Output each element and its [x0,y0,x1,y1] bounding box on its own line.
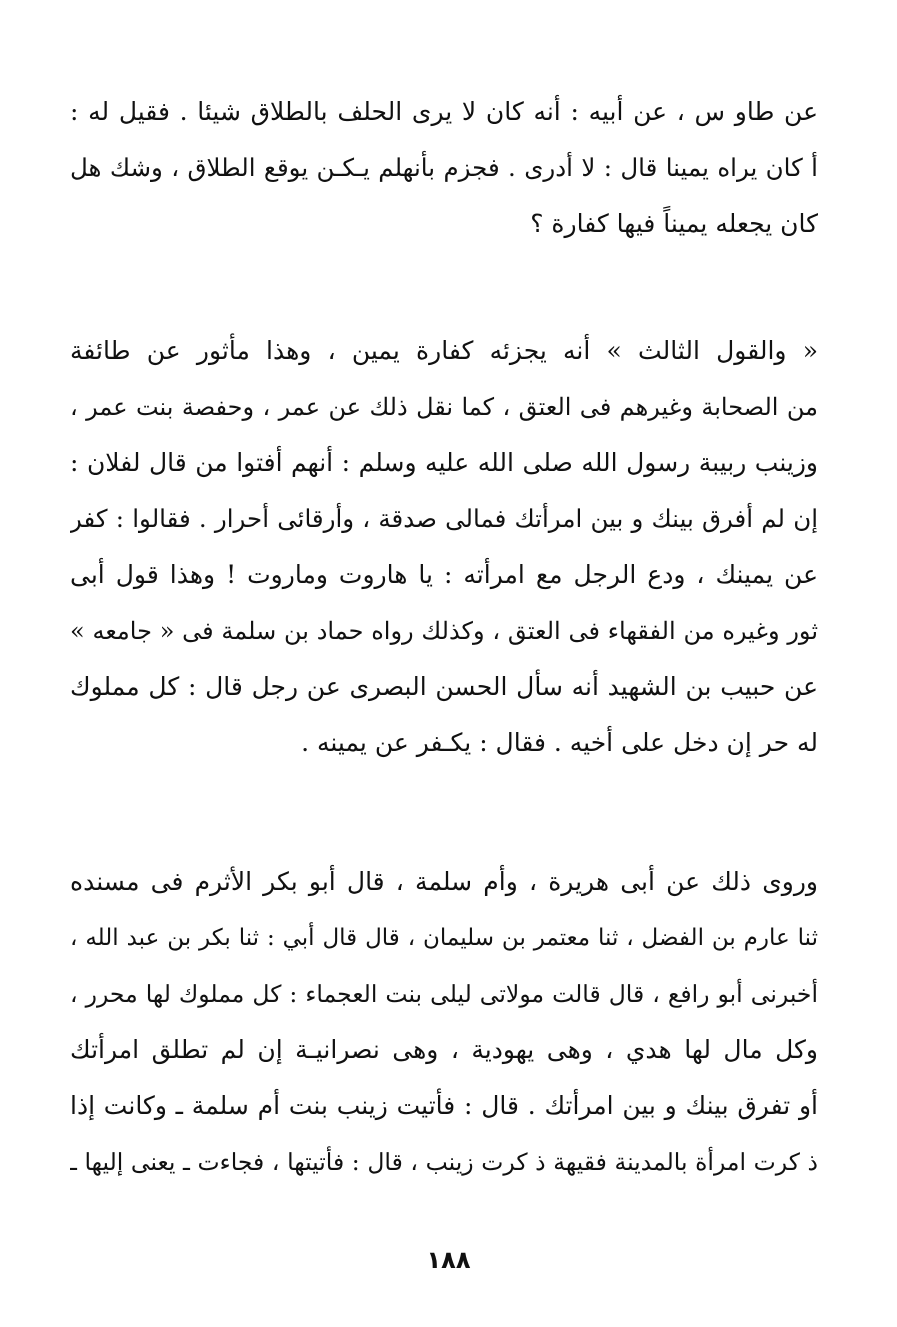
text-line: عن طاو س ، عن أبيه : أنه كان لا يرى الحلف بالطلاق شيئا . فقيل له : [70,97,818,126]
paragraph-2 [70,323,818,771]
text-line: ذ كرت امرأة بالمدينة فقيهة ذ كرت زينب ، قال : فأتيتها ، فجاءت ـ يعنى إليها ـ [70,1148,818,1176]
text-line: « والقول الثالث » أنه يجزئه كفارة يمين ، وهذا مأثور عن طائفة [70,336,818,365]
text-line: إن لم أفرق بينك و بين امرأتك فمالى صدقة ، وأرقائى أحرار . فقالوا : كفر [70,504,818,533]
paragraph-3 [70,854,818,1190]
text-line: ثنا عارم بن الفضل ، ثنا معتمر بن سليمان ، قال قال أبي : ثنا بكر بن عبد الله ، [70,925,818,951]
paragraph-1 [70,84,818,252]
text-line: وكل مال لها هدي ، وهى يهودية ، وهى نصرانيـة إن لم تطلق امرأتك [70,1035,818,1064]
text-line: وزينب ربيبة رسول الله صلى الله عليه وسلم : أنهم أفتوا من قال لفلان : [70,448,818,477]
text-line: ثور وغيره من الفقهاء فى العتق ، وكذلك رواه حماد بن سلمة فى « جامعه » [70,617,818,645]
text-line: أ كان يراه يمينا قال : لا أدرى . فجزم بأنهلم يـكـن يوقع الطلاق ، وشك هل [70,153,818,182]
text-line: من الصحابة وغيرهم فى العتق ، كما نقل ذلك عن عمر ، وحفصة بنت عمر ، [70,393,818,421]
text-line: عن حبيب بن الشهيد أنه سأل الحسن البصرى عن رجل قال : كل مملوك [70,672,818,701]
text-line: وروى ذلك عن أبى هريرة ، وأم سلمة ، قال أبو بكر الأثرم فى مسنده [70,867,818,896]
page-number: ١٨٨ [426,1246,471,1274]
text-line: أخبرنى أبو رافع ، قال قالت مولاتى ليلى بنت العجماء : كل مملوك لها محرر ، [70,980,818,1008]
text-line: كان يجعله يميناً فيها كفارة ؟ [530,209,818,238]
text-line: له حر إن دخل على أخيه . فقال : يكـفر عن يمينه . [301,728,818,757]
text-line: عن يمينك ، ودع الرجل مع امرأته : يا هاروت وماروت ! وهذا قول أبى [70,560,818,589]
text-line: أو تفرق بينك و بين امرأتك . قال : فأتيت زينب بنت أم سلمة ـ وكانت إذا [70,1091,818,1120]
